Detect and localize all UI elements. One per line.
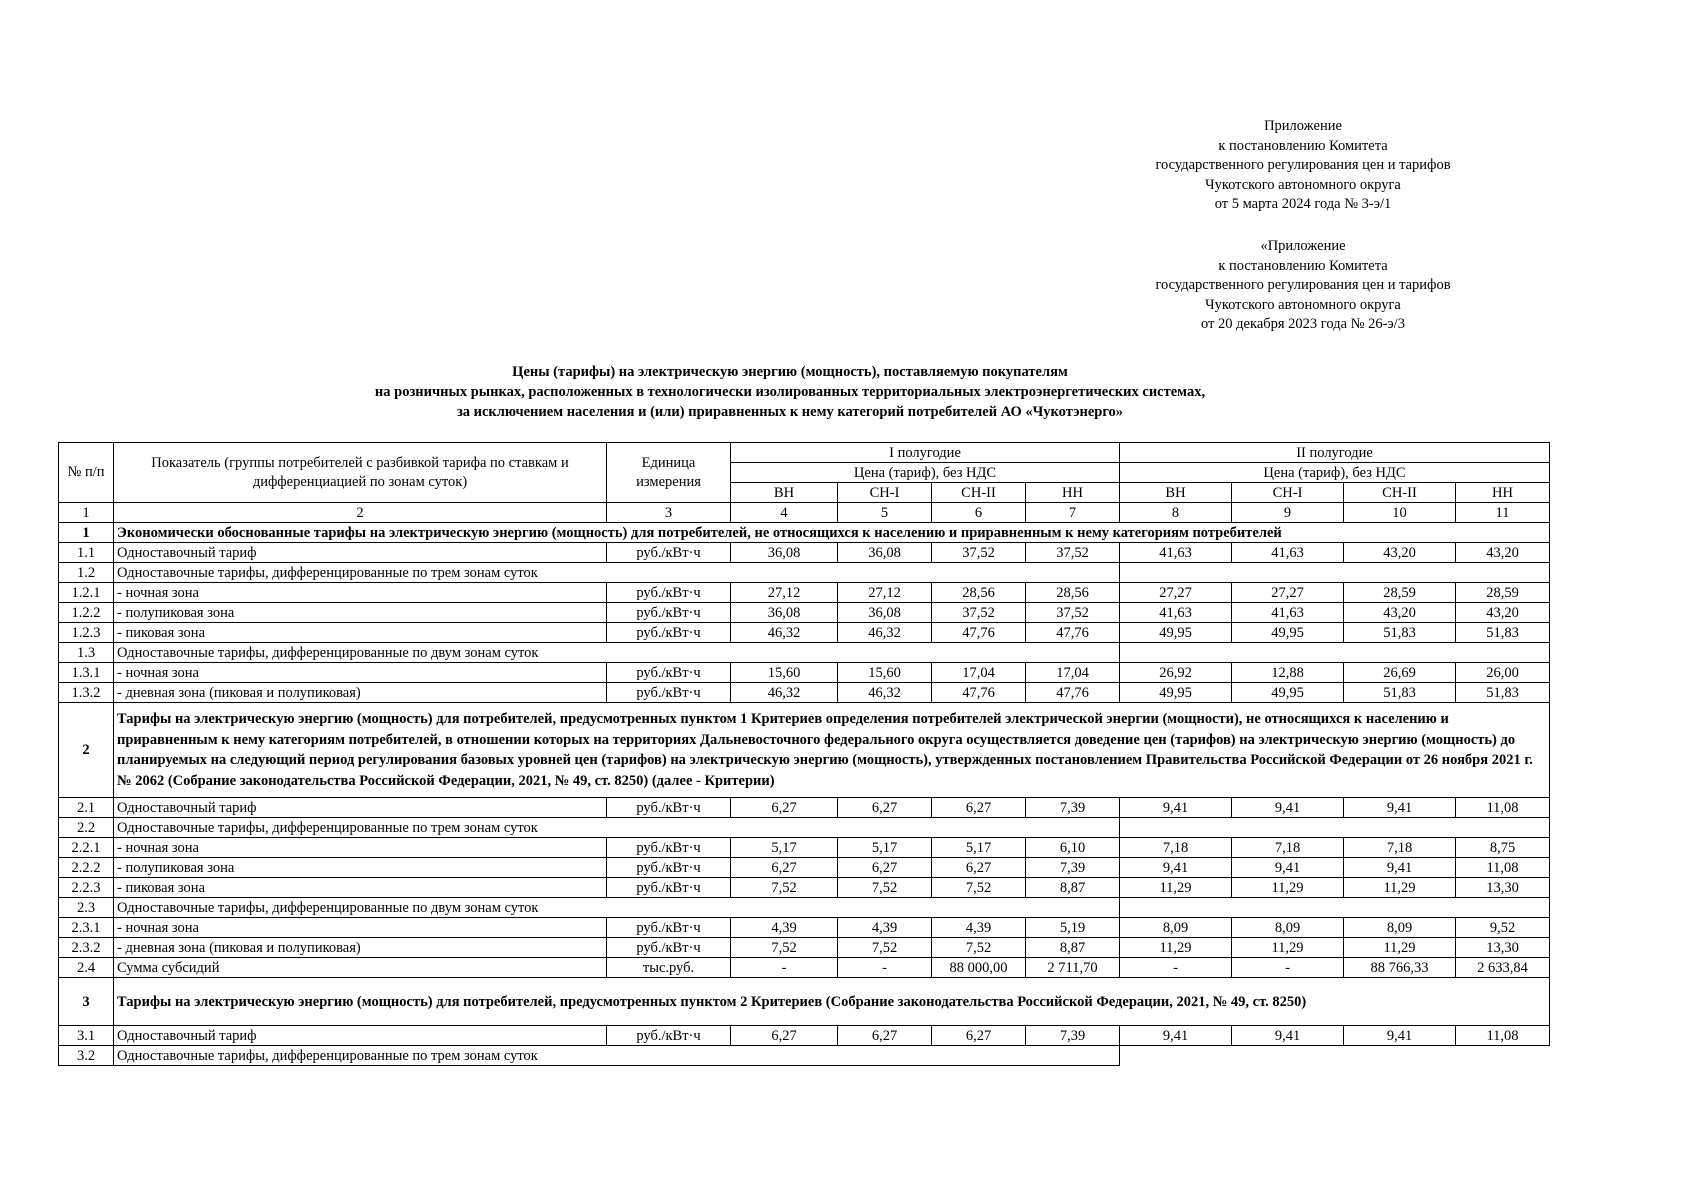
row-number: 2.2.2 bbox=[59, 858, 114, 878]
section-title: Экономически обоснованные тарифы на электрическую энергию (мощность) для потребителей, не относящихся к населению и приравненным к нему категориям потребителей bbox=[114, 523, 1550, 543]
row-blank bbox=[1120, 898, 1550, 918]
appendix-line: государственного регулирования цен и тарифов bbox=[1155, 157, 1451, 174]
table-row bbox=[59, 898, 1550, 918]
row-value: 27,12 bbox=[838, 583, 932, 603]
table-row bbox=[59, 663, 1550, 683]
row-value: 9,41 bbox=[1232, 1026, 1344, 1046]
row-number: 2.3 bbox=[59, 898, 114, 918]
column-number: 5 bbox=[838, 503, 932, 523]
row-value: 41,63 bbox=[1120, 543, 1232, 563]
table-row bbox=[59, 938, 1550, 958]
header-level: СН-I bbox=[1232, 483, 1344, 503]
row-value: - bbox=[1120, 958, 1232, 978]
row-value: 49,95 bbox=[1120, 683, 1232, 703]
column-number: 7 bbox=[1026, 503, 1120, 523]
row-value: 6,27 bbox=[838, 1026, 932, 1046]
header-level: ВН bbox=[731, 483, 838, 503]
row-name: - ночная зона bbox=[114, 583, 607, 603]
row-value: 6,27 bbox=[932, 1026, 1026, 1046]
row-unit: руб./кВт·ч bbox=[607, 1026, 731, 1046]
title-line: Цены (тарифы) на электрическую энергию (мощность), поставляемую покупателям bbox=[512, 364, 1068, 380]
row-value: 7,52 bbox=[932, 938, 1026, 958]
row-number: 1.3.2 bbox=[59, 683, 114, 703]
row-name: Одноставочные тарифы, дифференцированные по двум зонам суток bbox=[114, 898, 1120, 918]
row-name: - дневная зона (пиковая и полупиковая) bbox=[114, 683, 607, 703]
appendix-line: Приложение bbox=[1264, 118, 1342, 134]
header-unit: Единица измерения bbox=[607, 443, 731, 503]
row-value: 15,60 bbox=[731, 663, 838, 683]
row-value: 7,52 bbox=[731, 878, 838, 898]
row-value: 47,76 bbox=[1026, 623, 1120, 643]
table-row bbox=[59, 603, 1550, 623]
row-value: 36,08 bbox=[731, 603, 838, 623]
row-number: 1.2.3 bbox=[59, 623, 114, 643]
row-unit: руб./кВт·ч bbox=[607, 918, 731, 938]
row-value: 11,08 bbox=[1456, 858, 1550, 878]
row-name: - ночная зона bbox=[114, 918, 607, 938]
row-unit: руб./кВт·ч bbox=[607, 798, 731, 818]
row-name: - ночная зона bbox=[114, 663, 607, 683]
row-name: - пиковая зона bbox=[114, 878, 607, 898]
row-value: 4,39 bbox=[731, 918, 838, 938]
document-title bbox=[58, 362, 1522, 422]
section-number: 2 bbox=[59, 703, 114, 798]
row-value: 7,39 bbox=[1026, 1026, 1120, 1046]
row-value: 36,08 bbox=[838, 603, 932, 623]
row-name: Одноставочные тарифы, дифференцированные по трем зонам суток bbox=[114, 818, 1120, 838]
title-line: на розничных рынках, расположенных в технологически изолированных территориальных электроэнергетических системах, bbox=[374, 384, 1206, 400]
row-value: 37,52 bbox=[1026, 543, 1120, 563]
header-half-2: II полугодие bbox=[1120, 443, 1550, 463]
row-value: 8,09 bbox=[1232, 918, 1344, 938]
row-blank bbox=[1120, 563, 1550, 583]
row-value: 46,32 bbox=[731, 683, 838, 703]
row-unit: руб./кВт·ч bbox=[607, 623, 731, 643]
row-value: 46,32 bbox=[838, 683, 932, 703]
row-name: - полупиковая зона bbox=[114, 858, 607, 878]
row-value: 2 711,70 bbox=[1026, 958, 1120, 978]
row-value: 9,41 bbox=[1120, 798, 1232, 818]
row-blank bbox=[1120, 818, 1550, 838]
table-row bbox=[59, 1046, 1550, 1066]
row-value: 43,20 bbox=[1456, 543, 1550, 563]
row-value: 6,27 bbox=[838, 798, 932, 818]
row-unit: руб./кВт·ч bbox=[607, 878, 731, 898]
row-name: Одноставочный тариф bbox=[114, 798, 607, 818]
column-number: 8 bbox=[1120, 503, 1232, 523]
table-row bbox=[59, 1026, 1550, 1046]
row-value: 6,27 bbox=[731, 858, 838, 878]
row-name: Сумма субсидий bbox=[114, 958, 607, 978]
row-value: 27,27 bbox=[1120, 583, 1232, 603]
table-row bbox=[59, 838, 1550, 858]
row-value: 11,29 bbox=[1232, 878, 1344, 898]
row-value: 7,18 bbox=[1344, 838, 1456, 858]
row-value: 8,87 bbox=[1026, 878, 1120, 898]
section-number: 1 bbox=[59, 523, 114, 543]
column-number: 3 bbox=[607, 503, 731, 523]
row-value: 7,39 bbox=[1026, 798, 1120, 818]
row-value: 26,92 bbox=[1120, 663, 1232, 683]
row-value: 88 000,00 bbox=[932, 958, 1026, 978]
header-price-2: Цена (тариф), без НДС bbox=[1120, 463, 1550, 483]
row-value: 7,52 bbox=[932, 878, 1026, 898]
row-value: 9,41 bbox=[1120, 1026, 1232, 1046]
row-value: 13,30 bbox=[1456, 878, 1550, 898]
row-value: 37,52 bbox=[1026, 603, 1120, 623]
column-number: 10 bbox=[1344, 503, 1456, 523]
row-number: 1.1 bbox=[59, 543, 114, 563]
row-number: 2.4 bbox=[59, 958, 114, 978]
appendix-line: от 20 декабря 2023 года № 26-э/3 bbox=[1201, 316, 1405, 333]
row-value: 47,76 bbox=[1026, 683, 1120, 703]
row-number: 2.2.3 bbox=[59, 878, 114, 898]
row-value: 26,00 bbox=[1456, 663, 1550, 683]
row-value: 7,18 bbox=[1120, 838, 1232, 858]
row-value: 9,41 bbox=[1232, 798, 1344, 818]
row-value: 41,63 bbox=[1232, 543, 1344, 563]
row-number: 2.1 bbox=[59, 798, 114, 818]
row-name: - полупиковая зона bbox=[114, 603, 607, 623]
tariff-table bbox=[58, 442, 1550, 1066]
header-level: СН-I bbox=[838, 483, 932, 503]
appendix-previous bbox=[1093, 237, 1513, 335]
row-unit: руб./кВт·ч bbox=[607, 683, 731, 703]
row-number: 1.2 bbox=[59, 563, 114, 583]
column-number: 4 bbox=[731, 503, 838, 523]
table-row bbox=[59, 643, 1550, 663]
column-number: 2 bbox=[114, 503, 607, 523]
row-value: - bbox=[731, 958, 838, 978]
title-line: за исключением населения и (или) приравненных к нему категорий потребителей АО «Чукотэнерго» bbox=[456, 404, 1124, 420]
row-value: 46,32 bbox=[838, 623, 932, 643]
header-indicator: Показатель (группы потребителей с разбивкой тарифа по ставкам и дифференциацией по зонам суток) bbox=[114, 443, 607, 503]
row-name: - ночная зона bbox=[114, 838, 607, 858]
row-value: 7,39 bbox=[1026, 858, 1120, 878]
row-name: Одноставочные тарифы, дифференцированные по трем зонам суток bbox=[114, 563, 1120, 583]
row-unit: тыс.руб. bbox=[607, 958, 731, 978]
row-value: 6,27 bbox=[731, 1026, 838, 1046]
row-value: 6,27 bbox=[932, 858, 1026, 878]
table-row bbox=[59, 543, 1550, 563]
row-value: 13,30 bbox=[1456, 938, 1550, 958]
row-value: 51,83 bbox=[1456, 623, 1550, 643]
row-value: 9,41 bbox=[1344, 858, 1456, 878]
row-value: 49,95 bbox=[1120, 623, 1232, 643]
table-row bbox=[59, 623, 1550, 643]
row-value: 11,08 bbox=[1456, 1026, 1550, 1046]
row-value: 17,04 bbox=[932, 663, 1026, 683]
appendix-line: «Приложение bbox=[1260, 238, 1346, 254]
row-name: Одноставочные тарифы, дифференцированные по двум зонам суток bbox=[114, 643, 1120, 663]
table-row bbox=[59, 683, 1550, 703]
row-value: 27,27 bbox=[1232, 583, 1344, 603]
row-value: 5,17 bbox=[932, 838, 1026, 858]
table-row bbox=[59, 918, 1550, 938]
row-value: 11,29 bbox=[1344, 938, 1456, 958]
row-value: 11,29 bbox=[1344, 878, 1456, 898]
row-value: 47,76 bbox=[932, 623, 1026, 643]
section-number: 3 bbox=[59, 978, 114, 1026]
appendix-line: к постановлению Комитета bbox=[1218, 257, 1388, 274]
row-unit: руб./кВт·ч bbox=[607, 663, 731, 683]
row-value: 17,04 bbox=[1026, 663, 1120, 683]
appendix-line: к постановлению Комитета bbox=[1218, 137, 1388, 154]
row-value: - bbox=[838, 958, 932, 978]
row-value: 41,63 bbox=[1120, 603, 1232, 623]
table-row bbox=[59, 858, 1550, 878]
column-number: 6 bbox=[932, 503, 1026, 523]
row-value: 11,29 bbox=[1120, 938, 1232, 958]
row-value: 43,20 bbox=[1344, 543, 1456, 563]
row-value: 9,41 bbox=[1120, 858, 1232, 878]
row-value: 7,52 bbox=[838, 878, 932, 898]
header-level: СН-II bbox=[932, 483, 1026, 503]
row-number: 3.1 bbox=[59, 1026, 114, 1046]
row-number: 2.3.1 bbox=[59, 918, 114, 938]
row-value: 28,59 bbox=[1344, 583, 1456, 603]
row-number: 2.2.1 bbox=[59, 838, 114, 858]
header-level: НН bbox=[1026, 483, 1120, 503]
row-value: 43,20 bbox=[1456, 603, 1550, 623]
row-value: 43,20 bbox=[1344, 603, 1456, 623]
table-body bbox=[59, 523, 1550, 1066]
table-row bbox=[59, 958, 1550, 978]
table-row bbox=[59, 878, 1550, 898]
row-blank bbox=[1120, 1046, 1550, 1066]
row-value: 11,29 bbox=[1232, 938, 1344, 958]
section-row bbox=[59, 703, 1550, 798]
appendix-line: государственного регулирования цен и тарифов bbox=[1155, 277, 1451, 294]
row-unit: руб./кВт·ч bbox=[607, 543, 731, 563]
row-value: 49,95 bbox=[1232, 623, 1344, 643]
row-unit: руб./кВт·ч bbox=[607, 603, 731, 623]
appendix-line: Чукотского автономного округа bbox=[1205, 176, 1401, 193]
row-unit: руб./кВт·ч bbox=[607, 838, 731, 858]
row-value: - bbox=[1232, 958, 1344, 978]
row-value: 28,56 bbox=[932, 583, 1026, 603]
row-value: 11,29 bbox=[1120, 878, 1232, 898]
section-row bbox=[59, 978, 1550, 1026]
row-value: 5,17 bbox=[731, 838, 838, 858]
row-value: 9,52 bbox=[1456, 918, 1550, 938]
row-value: 37,52 bbox=[932, 603, 1026, 623]
row-value: 5,17 bbox=[838, 838, 932, 858]
row-unit: руб./кВт·ч bbox=[607, 858, 731, 878]
header-half-1: I полугодие bbox=[731, 443, 1120, 463]
row-number: 3.2 bbox=[59, 1046, 114, 1066]
row-number: 1.2.2 bbox=[59, 603, 114, 623]
row-number: 1.3 bbox=[59, 643, 114, 663]
appendix-current bbox=[1093, 117, 1513, 215]
row-value: 12,88 bbox=[1232, 663, 1344, 683]
row-number: 2.3.2 bbox=[59, 938, 114, 958]
row-value: 6,27 bbox=[731, 798, 838, 818]
appendix-line: от 5 марта 2024 года № 3-э/1 bbox=[1214, 196, 1392, 213]
row-name: Одноставочные тарифы, дифференцированные по трем зонам суток bbox=[114, 1046, 1120, 1066]
row-value: 47,76 bbox=[932, 683, 1026, 703]
row-value: 8,09 bbox=[1120, 918, 1232, 938]
row-name: Одноставочный тариф bbox=[114, 1026, 607, 1046]
row-value: 36,08 bbox=[731, 543, 838, 563]
row-value: 51,83 bbox=[1456, 683, 1550, 703]
header-level: СН-II bbox=[1344, 483, 1456, 503]
section-row bbox=[59, 523, 1550, 543]
table-row bbox=[59, 563, 1550, 583]
row-value: 27,12 bbox=[731, 583, 838, 603]
row-value: 4,39 bbox=[838, 918, 932, 938]
row-name: - пиковая зона bbox=[114, 623, 607, 643]
row-value: 37,52 bbox=[932, 543, 1026, 563]
row-number: 2.2 bbox=[59, 818, 114, 838]
column-number: 9 bbox=[1232, 503, 1344, 523]
row-value: 8,87 bbox=[1026, 938, 1120, 958]
row-value: 46,32 bbox=[731, 623, 838, 643]
row-value: 36,08 bbox=[838, 543, 932, 563]
row-unit: руб./кВт·ч bbox=[607, 938, 731, 958]
table-row bbox=[59, 583, 1550, 603]
row-value: 9,41 bbox=[1344, 1026, 1456, 1046]
row-value: 9,41 bbox=[1344, 798, 1456, 818]
row-blank bbox=[1120, 643, 1550, 663]
row-value: 11,08 bbox=[1456, 798, 1550, 818]
row-value: 51,83 bbox=[1344, 623, 1456, 643]
row-value: 7,18 bbox=[1232, 838, 1344, 858]
row-value: 7,52 bbox=[731, 938, 838, 958]
row-value: 6,27 bbox=[932, 798, 1026, 818]
row-name: Одноставочный тариф bbox=[114, 543, 607, 563]
row-value: 5,19 bbox=[1026, 918, 1120, 938]
row-value: 6,27 bbox=[838, 858, 932, 878]
header-price-1: Цена (тариф), без НДС bbox=[731, 463, 1120, 483]
row-value: 26,69 bbox=[1344, 663, 1456, 683]
row-unit: руб./кВт·ч bbox=[607, 583, 731, 603]
row-value: 49,95 bbox=[1232, 683, 1344, 703]
table-row bbox=[59, 818, 1550, 838]
row-value: 41,63 bbox=[1232, 603, 1344, 623]
row-value: 9,41 bbox=[1232, 858, 1344, 878]
row-value: 88 766,33 bbox=[1344, 958, 1456, 978]
column-number: 11 bbox=[1456, 503, 1550, 523]
row-value: 8,09 bbox=[1344, 918, 1456, 938]
header-num: № п/п bbox=[59, 443, 114, 503]
row-value: 51,83 bbox=[1344, 683, 1456, 703]
row-name: - дневная зона (пиковая и полупиковая) bbox=[114, 938, 607, 958]
row-value: 8,75 bbox=[1456, 838, 1550, 858]
row-value: 28,56 bbox=[1026, 583, 1120, 603]
table-row bbox=[59, 798, 1550, 818]
header-level: НН bbox=[1456, 483, 1550, 503]
row-value: 15,60 bbox=[838, 663, 932, 683]
header-level: ВН bbox=[1120, 483, 1232, 503]
column-number: 1 bbox=[59, 503, 114, 523]
section-title: Тарифы на электрическую энергию (мощность) для потребителей, предусмотренных пунктом 1 Критериев определения потребителей электрической энергии (мощности), не относящихся к населению и приравненным к нему категориям потребителей, в отношении которых на территориях Дальневосточного федерального округа осуществляется доведение цен (тарифов) на электрическую энергию (мощность) до планируемых на следующий период регулирования базовых уровней цен (тарифов) на электрическую энергию (мощность), утвержденных постановлением Правительства Российской Федерации от 26 ноября 2021 г. № 2062 (Собрание законодательства Российской Федерации, 2021, № 49, ст. 8250) (далее - Критерии) bbox=[114, 703, 1550, 798]
row-number: 1.3.1 bbox=[59, 663, 114, 683]
appendix-line: Чукотского автономного округа bbox=[1205, 296, 1401, 313]
row-number: 1.2.1 bbox=[59, 583, 114, 603]
row-value: 4,39 bbox=[932, 918, 1026, 938]
section-title: Тарифы на электрическую энергию (мощность) для потребителей, предусмотренных пунктом 2 Критериев (Собрание законодательства Российской Федерации, 2021, № 49, ст. 8250) bbox=[114, 978, 1550, 1026]
row-value: 28,59 bbox=[1456, 583, 1550, 603]
row-value: 7,52 bbox=[838, 938, 932, 958]
row-value: 2 633,84 bbox=[1456, 958, 1550, 978]
row-value: 6,10 bbox=[1026, 838, 1120, 858]
